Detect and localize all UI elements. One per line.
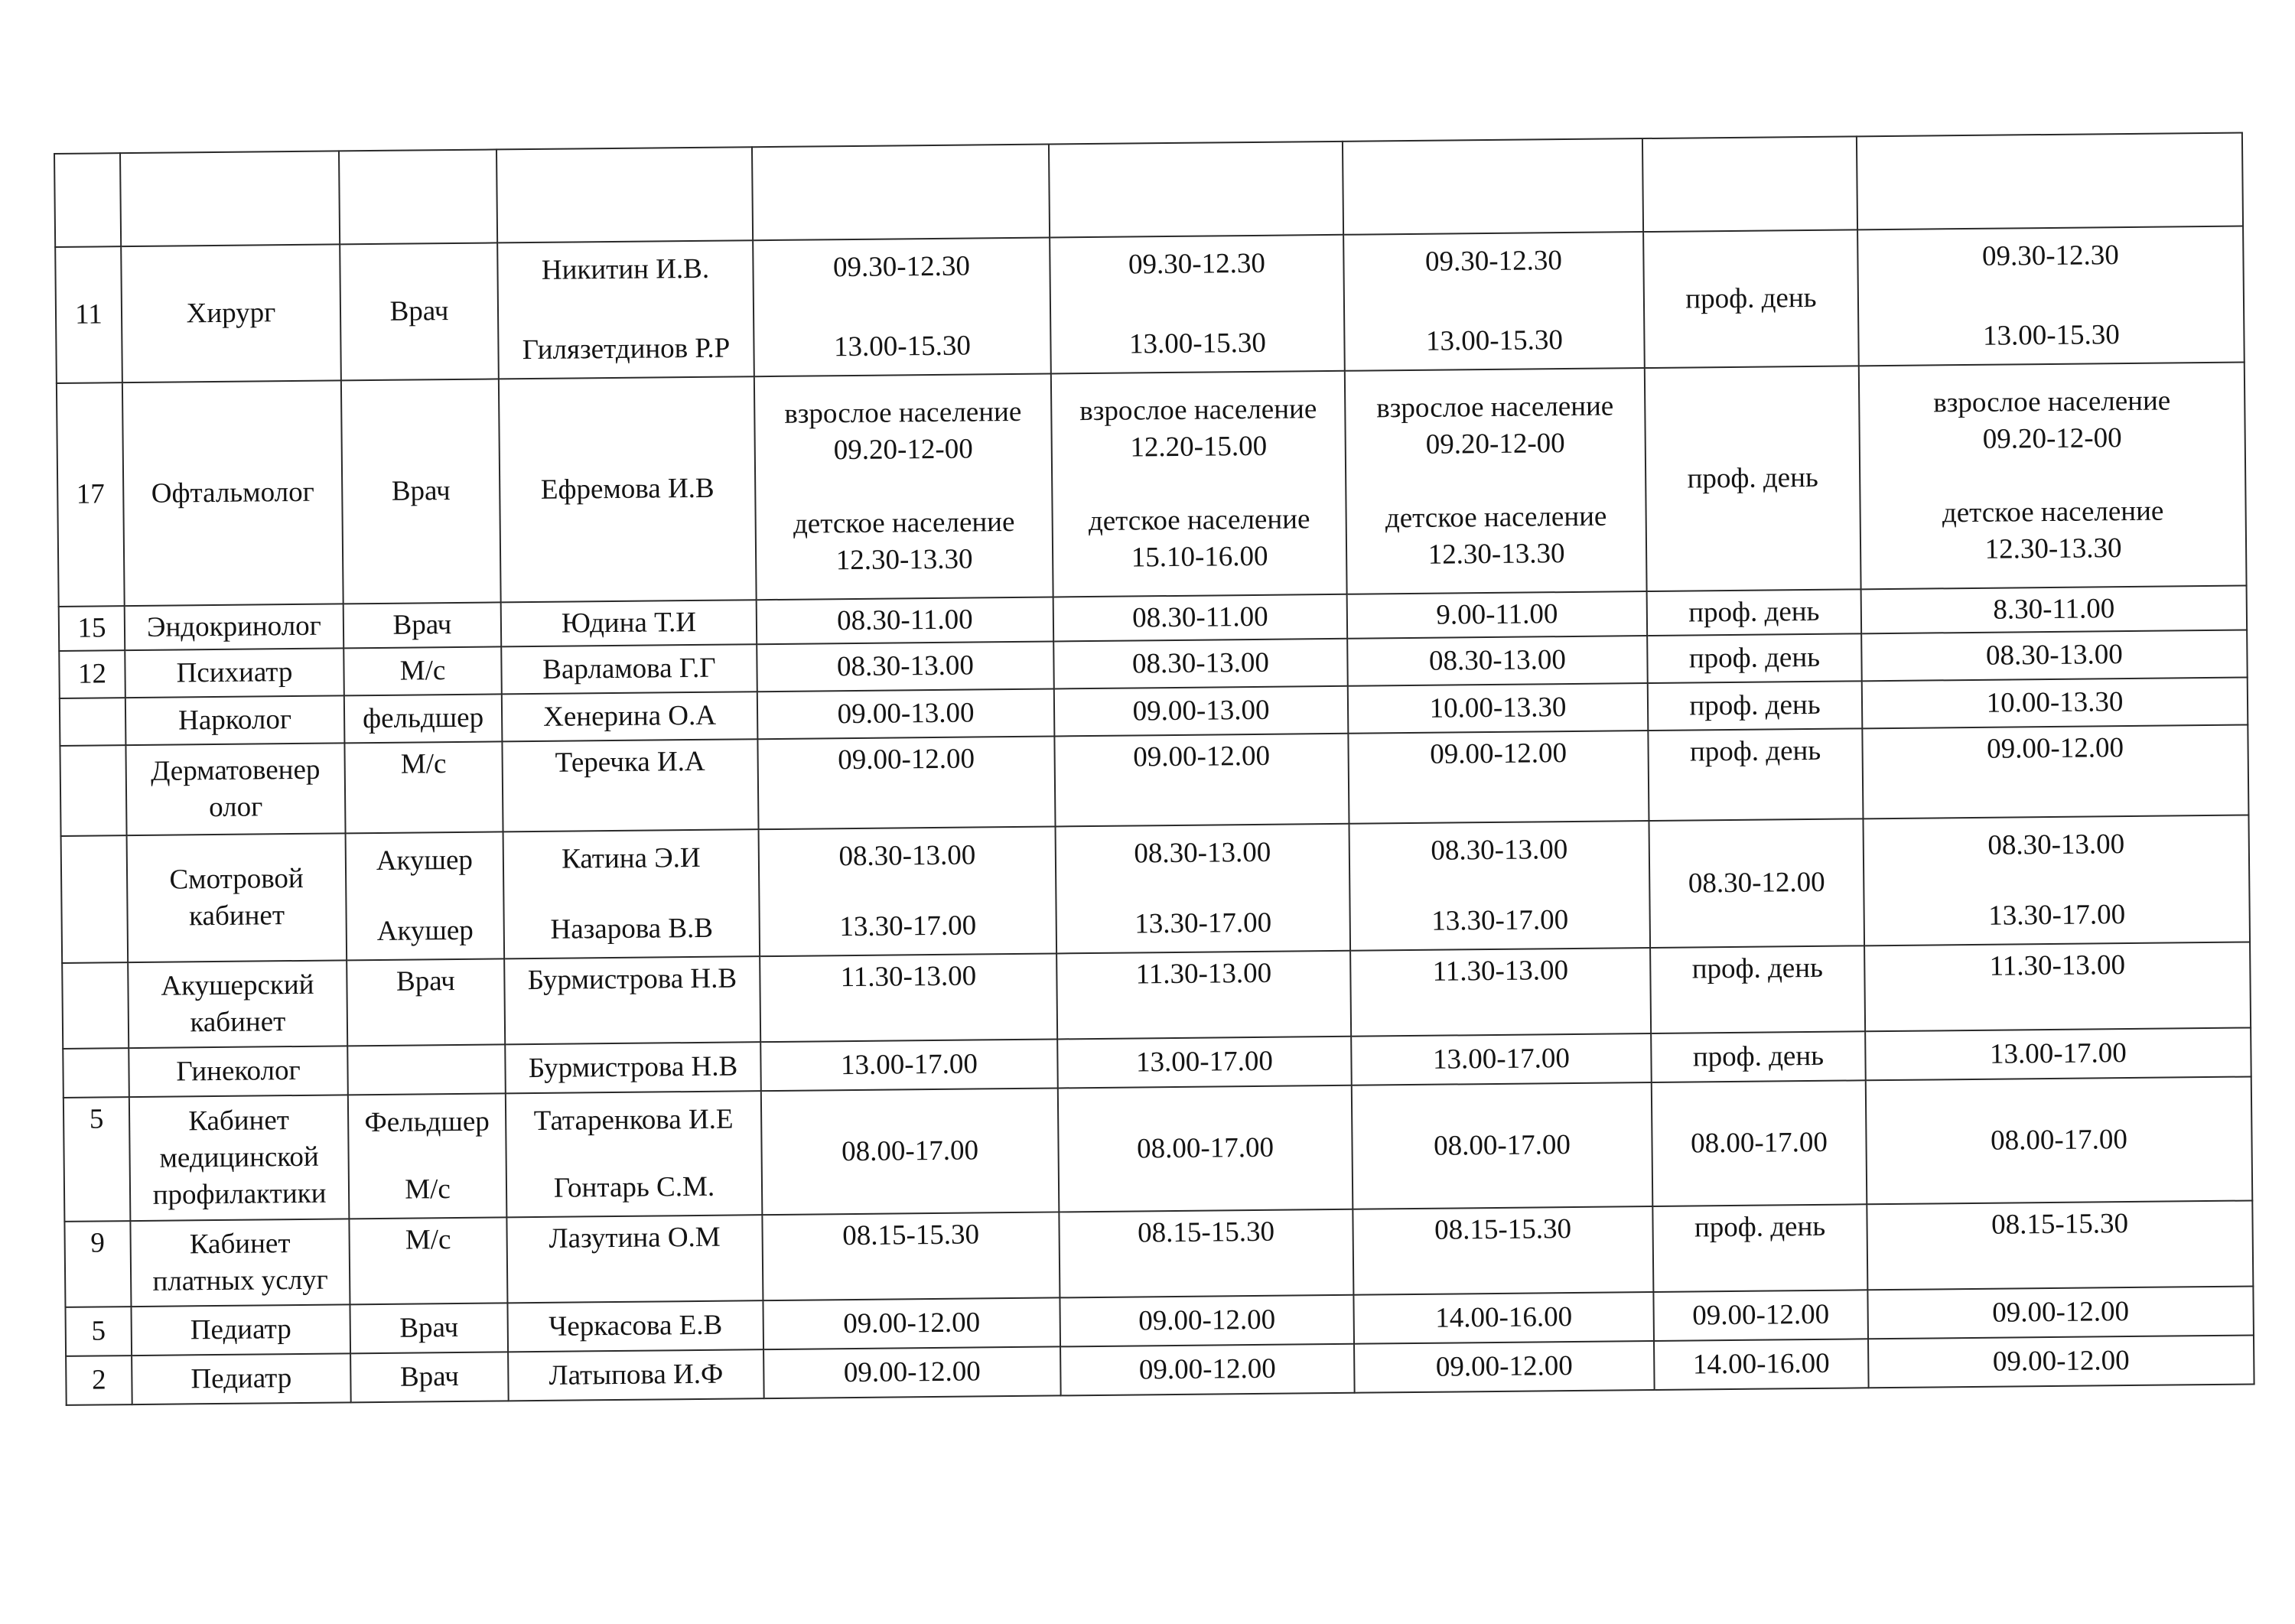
cell-text: проф. день [1689, 734, 1821, 768]
thursday-cell [1652, 1204, 1867, 1292]
spacer [1057, 464, 1340, 504]
cell-text: 09.30-12.30 [1128, 247, 1266, 281]
cell-text: 13.30-17.00 [1134, 906, 1272, 940]
thursday-cell [1653, 1290, 1868, 1341]
cell-text: 09.00-12.00 [843, 1356, 981, 1389]
specialty-cell [132, 1353, 351, 1404]
header-cell [1857, 133, 2243, 230]
cell-text: 09.20-12-00 [1425, 427, 1565, 461]
spacer [1351, 461, 1640, 501]
position-cell [347, 1044, 506, 1095]
header-cell [1642, 136, 1857, 232]
cell-text: 08.30-11.00 [1131, 600, 1268, 634]
cell-text: Врач [391, 474, 451, 507]
wednesday-cell [1353, 1206, 1653, 1295]
cell-text: Никитин И.В. [541, 252, 710, 286]
specialty-cell [125, 743, 345, 835]
num-cell: 17 [57, 382, 125, 607]
cell-text: Психиатр [176, 656, 293, 689]
cell-text: кабинет [188, 900, 285, 932]
cell-text: 11.30-13.00 [1135, 957, 1272, 991]
monday-cell [757, 689, 1055, 740]
thursday-cell [1648, 728, 1863, 821]
cell-text: 12.30-13.30 [1984, 532, 2122, 565]
header-cell [1343, 138, 1643, 235]
cell-text: взрослое население [784, 395, 1022, 430]
cell-text: Бурмистрова Н.В [528, 1050, 738, 1085]
cell-text: Гилязетдинов Р.Р [522, 332, 731, 366]
monday-cell [753, 238, 1051, 377]
tuesday-cell [1056, 824, 1351, 954]
num-cell: 5 [63, 1097, 131, 1222]
specialty-cell [121, 244, 341, 382]
monday-cell [754, 373, 1053, 600]
cell-text: Эндокринолог [146, 610, 322, 643]
cell-text: проф. день [1694, 1210, 1826, 1244]
cell-text: 13.30-17.00 [1988, 899, 2126, 932]
table-row [55, 226, 2245, 383]
staff-cell [507, 1300, 763, 1352]
thursday-cell [1652, 1080, 1867, 1206]
header-cell [1049, 142, 1343, 238]
thursday-cell [1647, 589, 1862, 636]
spacer [760, 467, 1047, 507]
cell-text: 10.00-13.30 [1986, 686, 2124, 719]
cell-text: профилактики [152, 1177, 327, 1211]
cell-text: 08.30-13.00 [1987, 828, 2125, 861]
position-cell [343, 602, 502, 648]
wednesday-cell [1351, 1033, 1652, 1085]
cell-text: 11.30-13.00 [1989, 949, 2126, 982]
two-slot-stack [351, 842, 499, 951]
cell-text: 13.00-15.30 [1128, 327, 1267, 360]
thursday-cell [1654, 1339, 1869, 1390]
cell-text: взрослое население [1933, 385, 2171, 419]
monday-cell [763, 1347, 1061, 1399]
friday-cell [1867, 1287, 2254, 1339]
num-cell: 12 [59, 650, 125, 698]
cell-text: 08.30-12.00 [1688, 866, 1825, 900]
header-cell [120, 151, 340, 246]
staff-cell [506, 1091, 763, 1217]
position-cell [348, 1093, 507, 1219]
staff-cell [508, 1349, 764, 1401]
specialty-cell [131, 1304, 350, 1356]
friday-cell [1865, 1028, 2251, 1081]
cell-text: 13.00-17.00 [840, 1048, 978, 1082]
cell-text: 11.30-13.00 [1432, 955, 1569, 988]
position-cell [343, 647, 502, 696]
staff-cell [497, 240, 754, 379]
friday-cell [1859, 363, 2247, 590]
specialty-cell [130, 1219, 350, 1307]
cell-text: проф. день [1688, 595, 1820, 629]
specialty-cell [129, 1046, 348, 1097]
friday-cell [1867, 1201, 2253, 1290]
cell-text: Нарколог [177, 704, 292, 737]
cell-text: 09.00-12.00 [1430, 737, 1567, 770]
cell-text: 09.20-12-00 [833, 433, 973, 467]
cell-text: Фельдшер [364, 1105, 490, 1139]
cell-text: платных услуг [152, 1264, 329, 1297]
cell-text: 08.15-15.30 [1138, 1216, 1275, 1249]
wednesday-cell [1347, 591, 1648, 639]
header-cell [339, 149, 497, 244]
wednesday-cell [1348, 683, 1649, 734]
thursday-cell [1647, 633, 1862, 683]
friday-cell [1868, 1336, 2254, 1388]
cell-text: 12.30-13.30 [835, 543, 973, 577]
wednesday-cell [1354, 1341, 1655, 1393]
cell-text: детское население [1942, 495, 2164, 529]
wednesday-cell [1348, 731, 1649, 824]
cell-text: 08.30-11.00 [836, 604, 973, 637]
cell-text: 08.30-13.00 [1985, 639, 2124, 672]
thursday-cell [1643, 229, 1859, 368]
cell-text: 13.30-17.00 [1431, 904, 1569, 937]
friday-cell [1857, 226, 2245, 366]
table-row [63, 1077, 2252, 1222]
cell-text: 09.00-13.00 [1132, 694, 1270, 727]
cell-text: проф. день [1691, 952, 1824, 985]
cell-text: Татаренкова И.Е [533, 1103, 734, 1137]
cell-text: 13.30-17.00 [839, 910, 977, 943]
specialty-cell [125, 648, 344, 698]
monday-cell [760, 954, 1057, 1043]
tuesday-cell [1054, 686, 1349, 737]
specialty-cell [127, 833, 347, 962]
friday-cell [1862, 725, 2248, 819]
cell-text: 14.00-16.00 [1435, 1301, 1573, 1334]
cell-text: 11.30-13.00 [840, 960, 977, 994]
cell-text: взрослое население [1079, 392, 1317, 427]
position-cell [350, 1352, 509, 1402]
table-body [54, 133, 2254, 1405]
cell-text: Латыпова И.Ф [549, 1358, 724, 1391]
tuesday-cell [1058, 1085, 1353, 1212]
cell-text: Хирург [186, 297, 276, 330]
cell-text: Юдина Т.И [561, 606, 697, 640]
specialty-cell [125, 695, 345, 745]
thursday-cell [1650, 945, 1865, 1033]
friday-cell [1862, 678, 2248, 729]
monday-cell [763, 1298, 1060, 1350]
cell-text: кабинет [190, 1006, 286, 1039]
cell-text: 09.00-12.00 [1692, 1298, 1830, 1332]
monday-cell [757, 597, 1054, 644]
two-slot-stack [353, 1104, 501, 1209]
position-cell [340, 242, 499, 380]
monday-cell [761, 1089, 1060, 1216]
staff-cell [505, 1042, 761, 1093]
cell-text: 08.00-17.00 [1990, 1124, 2128, 1157]
cell-text: 09.20-12-00 [1982, 421, 2122, 455]
cell-text: взрослое население [1376, 390, 1614, 425]
tuesday-cell [1051, 371, 1347, 597]
cell-text: Катина Э.И [561, 842, 701, 875]
cell-text: Лазутина О.М [549, 1221, 721, 1255]
tuesday-cell [1054, 734, 1349, 827]
cell-text: Гонтарь С.М. [553, 1170, 715, 1204]
monday-cell [759, 827, 1057, 957]
cell-text: 09.30-12.30 [1981, 239, 2120, 272]
cell-text: Черкасова Е.В [549, 1309, 723, 1342]
cell-text: фельдшер [362, 701, 484, 735]
tuesday-cell [1060, 1344, 1355, 1396]
cell-text: проф. день [1687, 461, 1818, 495]
tuesday-cell [1053, 594, 1348, 642]
header-cell [54, 153, 121, 247]
num-cell: 11 [55, 246, 122, 383]
cell-text: 08.30-13.00 [838, 839, 976, 873]
num-cell: 9 [64, 1221, 131, 1307]
cell-text: Бурмистрова Н.В [527, 962, 737, 997]
num-cell [63, 1048, 129, 1098]
table-row [57, 363, 2247, 607]
two-slot-stack [1355, 831, 1645, 941]
cell-text: 08.00-17.00 [1690, 1126, 1828, 1160]
cell-text: проф. день [1692, 1040, 1825, 1073]
header-cell [752, 145, 1050, 241]
friday-cell [1866, 1077, 2253, 1205]
cell-text: Акушер [376, 914, 474, 947]
cell-text: 09.00-12.00 [1992, 1296, 2130, 1329]
friday-cell [1861, 586, 2248, 634]
cell-text: 10.00-13.30 [1429, 692, 1567, 724]
cell-text: 08.30-13.00 [1134, 836, 1271, 870]
staff-cell [503, 829, 760, 958]
specialty-cell [128, 960, 347, 1048]
cell-text: 12.20-15.00 [1130, 430, 1268, 464]
cell-text: М/с [405, 1173, 451, 1206]
cell-text: 08.15-15.30 [1434, 1213, 1572, 1246]
cell-text: 13.00-17.00 [1989, 1037, 2127, 1070]
tuesday-cell [1050, 235, 1345, 374]
cell-text: 08.00-17.00 [841, 1134, 979, 1168]
two-slot-stack [1055, 245, 1339, 364]
cell-text: Педиатр [190, 1313, 291, 1346]
cell-text: Хенерина О.А [542, 699, 717, 733]
cell-text: 08.30-13.00 [1428, 644, 1567, 677]
cell-text: 12.30-13.30 [1427, 538, 1565, 571]
cell-text: 14.00-16.00 [1692, 1347, 1830, 1381]
two-slot-stack [503, 250, 748, 369]
cell-text: Педиатр [190, 1362, 292, 1395]
two-slot-stack [511, 1101, 757, 1207]
monday-cell [760, 1040, 1058, 1092]
header-cell [496, 147, 753, 242]
cell-text: 09.00-12.00 [1138, 1352, 1276, 1386]
monday-cell [757, 737, 1055, 830]
cell-text: Врач [396, 965, 455, 998]
cell-text: 13.00-17.00 [1432, 1043, 1571, 1076]
cell-text: 9.00-11.00 [1436, 598, 1558, 631]
cell-text: 08.00-17.00 [1433, 1129, 1571, 1162]
staff-cell [502, 739, 758, 832]
cell-text: проф. день [1689, 688, 1821, 722]
cell-text: детское население [793, 506, 1015, 540]
cell-text: 13.00-15.30 [1982, 318, 2121, 352]
wednesday-cell [1350, 948, 1651, 1037]
num-cell: 15 [59, 606, 125, 651]
cell-text: 09.00-13.00 [837, 697, 975, 731]
monday-cell [762, 1212, 1060, 1301]
tuesday-cell [1056, 951, 1351, 1040]
num-cell: 5 [65, 1307, 132, 1356]
spacer [1865, 456, 2240, 496]
cell-text: 08.15-15.30 [1991, 1208, 2129, 1241]
cell-text: Гинеколог [176, 1055, 301, 1088]
cell-text: 8.30-11.00 [1993, 593, 2115, 626]
cell-text: проф. день [1688, 641, 1821, 675]
cell-text: 13.00-15.30 [1425, 324, 1564, 357]
staff-cell [504, 956, 760, 1044]
cell-text: детское население [1385, 500, 1607, 535]
specialty-cell [122, 380, 343, 606]
wednesday-cell [1343, 232, 1645, 371]
staff-cell [502, 692, 758, 741]
cell-text: 08.15-15.30 [842, 1219, 980, 1252]
wednesday-cell [1352, 1082, 1653, 1209]
cell-text: 15.10-16.00 [1131, 540, 1268, 574]
position-cell [350, 1303, 508, 1353]
two-slot-stack [758, 248, 1045, 367]
cell-text: Врач [399, 1361, 459, 1393]
cell-text: Теречка И.А [555, 745, 705, 779]
cell-text: Кабинет [189, 1228, 291, 1261]
cell-text: М/с [400, 748, 447, 780]
tuesday-cell [1060, 1295, 1354, 1347]
cell-text: олог [208, 791, 263, 824]
cell-text: Ефремова И.В [540, 472, 715, 506]
thursday-cell [1648, 681, 1863, 731]
position-cell [341, 379, 501, 604]
two-slot-stack [1349, 242, 1639, 361]
cell-text: Врач [389, 295, 449, 327]
num-cell [62, 962, 129, 1049]
cell-text: 13.00-17.00 [1135, 1045, 1274, 1079]
staff-cell [506, 1215, 763, 1303]
schedule-table [54, 132, 2255, 1406]
thursday-cell [1651, 1031, 1866, 1082]
two-slot-stack [1863, 236, 2238, 356]
cell-text: 08.00-17.00 [1136, 1131, 1274, 1165]
position-cell [344, 695, 503, 744]
tuesday-cell [1057, 1037, 1352, 1089]
num-cell: 2 [66, 1356, 132, 1405]
cell-text: Врач [399, 1312, 459, 1344]
cell-text: 13.00-15.30 [833, 330, 972, 363]
cell-text: 09.00-12.00 [838, 743, 975, 776]
two-slot-stack [1061, 834, 1345, 944]
table-row [61, 815, 2250, 963]
wednesday-cell [1347, 636, 1648, 686]
wednesday-cell [1345, 368, 1647, 594]
thursday-cell [1649, 819, 1864, 948]
cell-text: медицинской [159, 1141, 319, 1174]
cell-text: 09.00-12.00 [1986, 732, 2124, 765]
cell-text: 09.00-12.00 [1133, 740, 1271, 773]
cell-text: Офтальмолог [151, 476, 314, 509]
two-slot-stack [764, 837, 1051, 947]
num-cell [60, 698, 126, 746]
staff-cell [501, 600, 757, 646]
cell-text: детское население [1088, 503, 1310, 538]
cell-text: М/с [405, 1224, 451, 1256]
cell-text: 08.30-13.00 [836, 649, 975, 683]
two-slot-stack [1869, 825, 2245, 936]
cell-text: Акушер [376, 844, 474, 877]
cell-text: М/с [399, 655, 446, 687]
schedule-sheet [54, 132, 2254, 1406]
staff-cell [501, 644, 757, 694]
position-cell [347, 958, 505, 1046]
specialty-cell [129, 1095, 350, 1221]
specialty-cell [125, 604, 344, 650]
wednesday-cell [1349, 821, 1650, 951]
cell-text: Дерматовенер [150, 753, 321, 787]
cell-text: 09.00-12.00 [1138, 1303, 1276, 1337]
friday-cell [1863, 815, 2250, 946]
cell-text: 09.00-12.00 [843, 1307, 981, 1340]
cell-text: 08.30-13.00 [1431, 834, 1568, 867]
cell-text: 09.00-12.00 [1435, 1350, 1573, 1383]
wednesday-cell [1353, 1292, 1654, 1344]
cell-text: Назарова В.В [550, 912, 714, 945]
monday-cell [757, 642, 1054, 692]
cell-text: Варламова Г.Г [542, 652, 716, 685]
cell-text: Смотровой [169, 862, 304, 896]
position-cell [346, 832, 505, 960]
cell-text: Врач [392, 609, 452, 641]
position-cell [344, 742, 503, 834]
cell-text: 09.00-12.00 [1992, 1345, 2130, 1378]
position-cell [349, 1217, 507, 1304]
friday-cell [1861, 630, 2248, 682]
cell-text: 09.30-12.30 [832, 250, 971, 284]
thursday-cell [1645, 366, 1861, 591]
friday-cell [1864, 942, 2251, 1032]
cell-text: Акушерский [161, 968, 314, 1002]
cell-text: проф. день [1685, 282, 1817, 315]
cell-text: 09.30-12.30 [1424, 245, 1563, 278]
cell-text: Кабинет [188, 1105, 290, 1137]
num-cell [61, 835, 129, 963]
cell-text: 08.30-13.00 [1131, 646, 1270, 680]
tuesday-cell [1059, 1209, 1353, 1298]
tuesday-cell [1053, 639, 1348, 689]
two-slot-stack [509, 839, 754, 949]
num-cell [60, 745, 126, 836]
staff-cell [499, 376, 757, 602]
